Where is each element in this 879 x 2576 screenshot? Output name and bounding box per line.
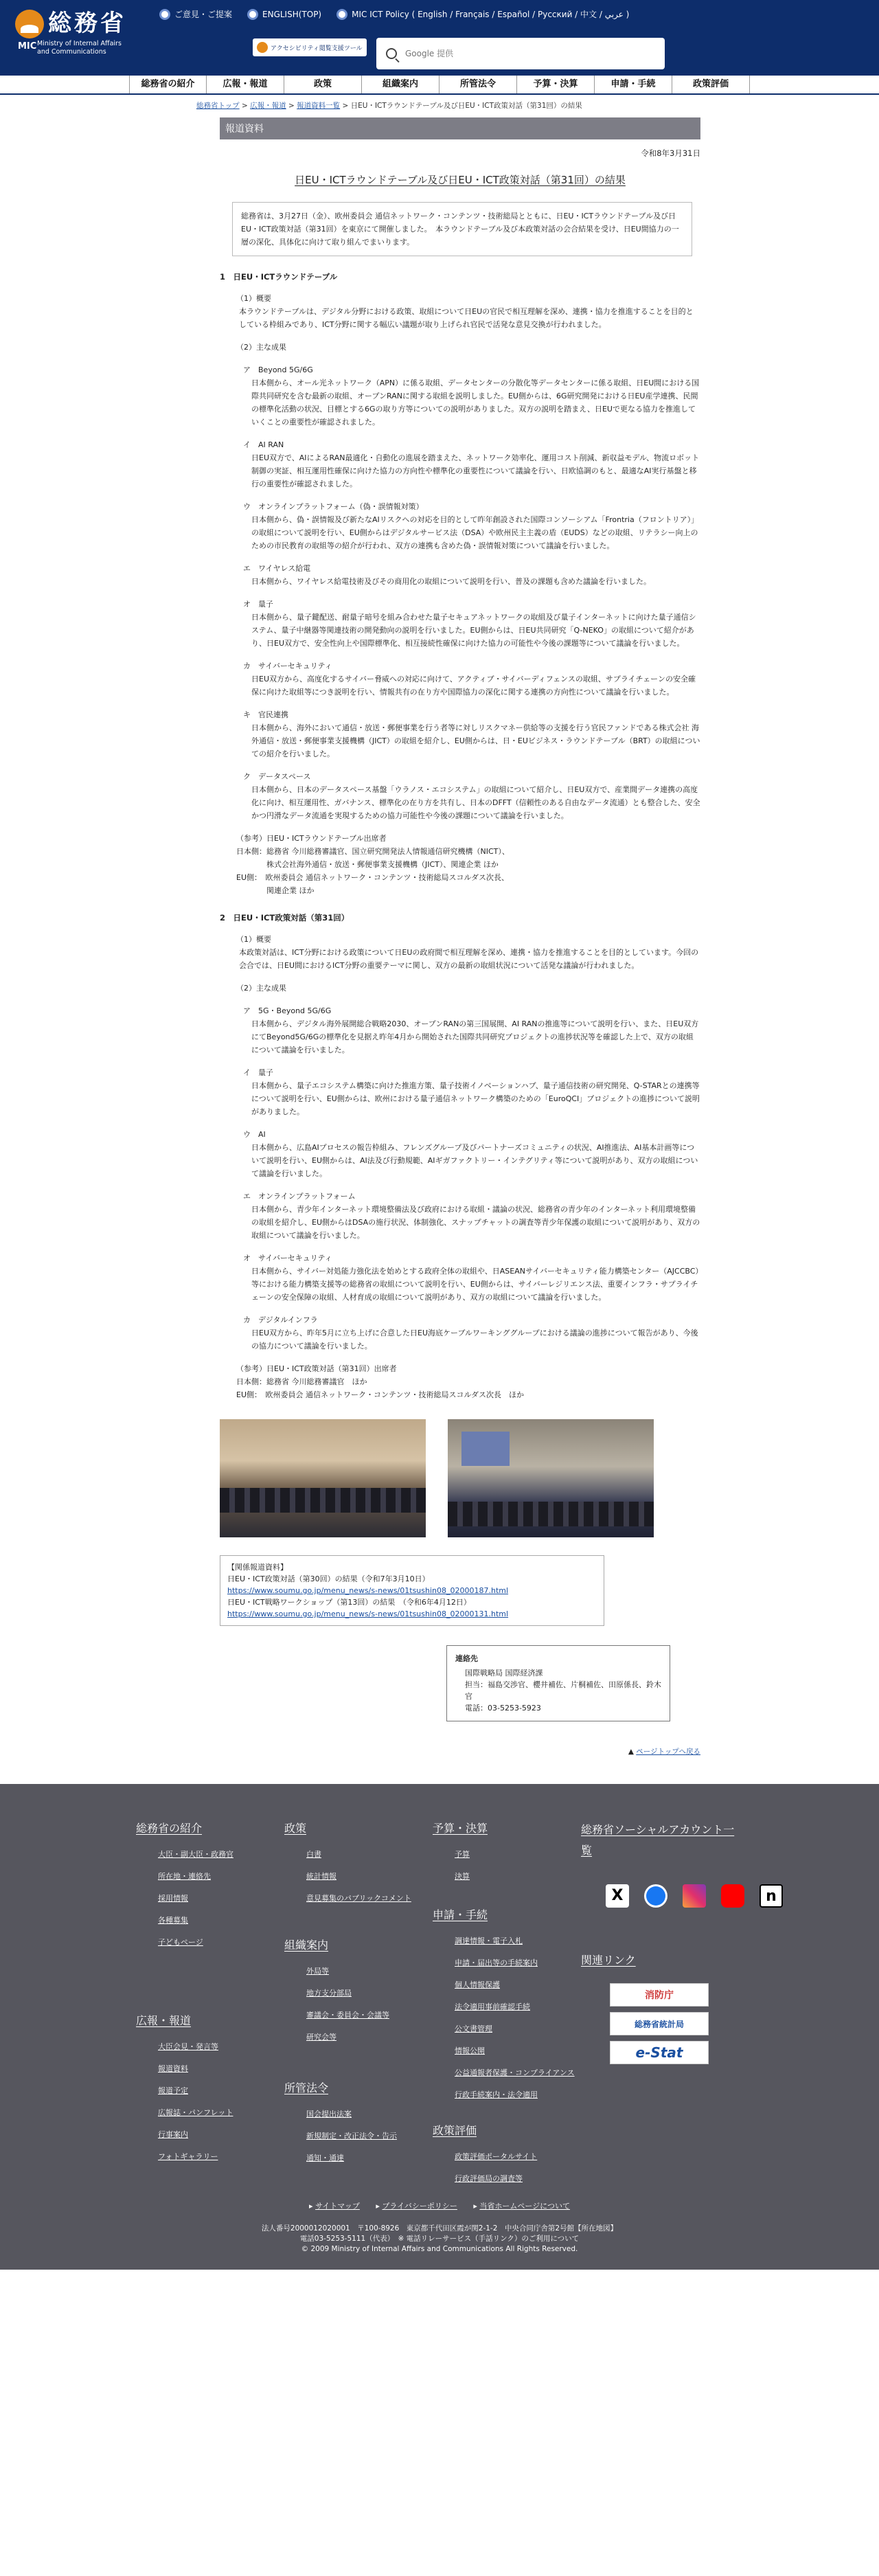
s1-result-item-text: 日本側から、ワイヤレス給電技術及びその商用化の取組について説明を行い、普及の課題も含めた議論を行いました。 [251, 577, 652, 586]
breadcrumb: 総務省トップ > 広報・報道 > 報道資料一覧 > 日EU・ICTラウンドテーブル及び日EU・ICT政策対話（第31回）の結果 [196, 102, 582, 110]
s2-result-item-label: ウ AI [243, 1130, 266, 1139]
footer-link[interactable]: 外局等 [306, 1967, 329, 1976]
footer-about-site[interactable]: 当省ホームページについて [479, 2202, 570, 2211]
breadcrumb-current: 日EU・ICTラウンドテーブル及び日EU・ICT政策対話（第31回）の結果 [350, 102, 582, 110]
nav-budget[interactable]: 予算・決算 [517, 76, 595, 93]
section2-heading: 2 日EU・ICT政策対話（第31回） [220, 913, 350, 923]
footer-link[interactable]: 調達情報・電子入札 [455, 1936, 523, 1945]
contact-box [446, 1645, 670, 1721]
breadcrumb-press-list[interactable]: 報道資料一覧 [297, 102, 341, 110]
footer-link[interactable]: 大臣会見・発言等 [158, 2042, 218, 2051]
footer-link[interactable]: 報道資料 [158, 2064, 188, 2073]
footer-about-links [136, 1844, 233, 1954]
nav-laws[interactable]: 所管法令 [440, 76, 517, 93]
contact-label: 連絡先 [455, 1654, 478, 1663]
s2-result-item-text: 日本側から、デジタル海外展開総合戦略2030、オープンRANの第三国展開、AI RANの推進等について説明を行い、また、日EU双方にてBeyond5G/6Gの標準化を見据え昨年4月から開始された国際共同研究プロジェクトの進捗状況等を確認した上で、双方の取組について議論を行いました。 [251, 1019, 699, 1054]
english-link[interactable]: ENGLISH(TOP) [247, 8, 321, 20]
footer-heading-organization[interactable]: 組織案内 [284, 1939, 329, 1952]
footer-link[interactable]: 政策評価ポータルサイト [455, 2152, 538, 2161]
arrow-up-icon: ▲ [628, 1748, 634, 1756]
footer-link[interactable]: 公文書管理 [455, 2024, 492, 2033]
page-top-link-wrap [220, 1746, 700, 1756]
s1-result-item-label: オ 量子 [243, 600, 273, 609]
accessibility-icon [257, 42, 268, 53]
footer-link[interactable]: 個人情報保護 [455, 1980, 500, 1989]
footer-link[interactable]: 行事案内 [158, 2130, 188, 2139]
s1-result-item-label: エ ワイヤレス給電 [243, 564, 311, 573]
footer-link[interactable]: 報道予定 [158, 2086, 188, 2095]
s1-result-item-label: ウ オンラインプラットフォーム（偽・誤情報対策） [243, 502, 424, 511]
facebook-icon[interactable] [644, 1884, 667, 1908]
footer-link[interactable]: 白書 [306, 1850, 321, 1859]
s2-result-item-label: ア 5G・Beyond 5G/6G [243, 1006, 332, 1015]
footer-link[interactable]: 採用情報 [158, 1894, 188, 1903]
footer-link[interactable]: 所在地・連絡先 [158, 1872, 211, 1881]
footer-link[interactable]: 地方支分部局 [306, 1989, 352, 1998]
footer-col-evaluation [433, 2122, 537, 2190]
footer-link[interactable]: 決算 [455, 1872, 470, 1881]
banner-fdma[interactable]: 消防庁 [610, 1983, 709, 2007]
photo-row-decor [220, 1488, 426, 1513]
photo-screen-decor [461, 1432, 510, 1466]
footer-organization-links [284, 1961, 389, 2048]
footer-col-about [136, 1820, 233, 1954]
nav-evaluation[interactable]: 政策評価 [672, 76, 750, 93]
footer-link[interactable]: 審議会・委員会・会議等 [306, 2011, 389, 2020]
footer-link[interactable]: 行政手続案内・法令適用 [455, 2090, 538, 2099]
related-item-1-link[interactable]: https://www.soumu.go.jp/menu_news/s-news/01tsushin08_02000187.html [227, 1586, 509, 1595]
footer-sitemap[interactable]: サイトマップ [315, 2202, 360, 2211]
footer-heading-related[interactable]: 関連リンク [581, 1954, 636, 1967]
bullet-icon [336, 9, 347, 20]
footer-evaluation-links [433, 2146, 537, 2190]
footer-related [581, 1952, 636, 1976]
footer-heading-press[interactable]: 広報・報道 [136, 2014, 192, 2027]
logo-abbr: MIC [18, 41, 37, 52]
bullet-icon [159, 9, 170, 20]
search-input[interactable] [405, 49, 639, 58]
footer-applications-links [433, 1930, 575, 2106]
footer-tel: 電話03-5253-5111（代表） ※ 電話リレーサービス（手話リンク）のご利用について [299, 2235, 580, 2243]
footer-link[interactable]: 行政評価局の調査等 [455, 2174, 523, 2183]
related-releases [220, 1555, 604, 1626]
related-title: 【関係報道資料】 [227, 1563, 288, 1572]
footer-col-laws [284, 2079, 397, 2169]
footer-link[interactable]: 予算 [455, 1850, 470, 1859]
footer-heading-policy[interactable]: 政策 [284, 1822, 307, 1835]
site-footer [0, 1784, 879, 2270]
search-icon[interactable] [386, 48, 397, 59]
s2-result-item-text: 日本側から、青少年インターネット環境整備法及び政府における取組・議論の状況、総務省の青少年のインターネット利用環境整備の取組を紹介し、EU側からはDSAの施行状況、体制強化、スナップチャットの調査等青少年保護の取組について説明があり、双方の取組について議論を行いました。 [251, 1205, 700, 1240]
s1-result-item-text: 日本側から、偽・誤情報及び新たなAIリスクへの対応を目的として昨年創設された国際コンソーシアム「Frontria（フロントリア）」の取組について説明を行い、EU側からはデジタルサービス法（DSA）や欧州民主主義の盾（EUDS）などの取組、リテラシー向上のための市民教育の取組等の紹介が行われ、双方の連携も含めた偽・誤情報対策について議論を行いました。 [251, 515, 699, 550]
s1-results-label: （2）主な成果 [236, 343, 286, 352]
youtube-icon[interactable] [721, 1884, 744, 1908]
footer-link[interactable]: 大臣・副大臣・政務官 [158, 1850, 233, 1859]
s2-result-item-text: 日本側から、サイバー対処能力強化法を始めとする政府全体の取組や、日ASEANサイバーセキュリティ能力構築センター（AJCCBC）等における能力構築支援等の総務省の取組について説明を行い、EU側からは、サイバーレジリエンス法、重要インフラ・サプライチェーンの安全保障の取組、人材育成の取組について説明があり、双方の取組について議論を行いました。 [251, 1267, 699, 1302]
s2-result-item-label: エ オンラインプラットフォーム [243, 1192, 356, 1201]
footer-link[interactable]: 研究会等 [306, 2033, 336, 2042]
instagram-icon[interactable] [683, 1884, 706, 1908]
footer-heading-laws[interactable]: 所管法令 [284, 2081, 329, 2094]
s1-overview-label: （1）概要 [236, 294, 271, 303]
s2-result-item-text: 日本側から、量子エコシステム構築に向けた推進方策、量子技術イノベーションハブ、量子通信技術の研究開発、Q-STARとの連携等について説明を行い、EU側からは、欧州における量子通信ネットワーク構築のための「EuroQCI」プロジェクトの進捗について説明がありました。 [251, 1081, 700, 1116]
footer-nav: ▸ サイトマップ ▸ プライバシーポリシー ▸ 当省ホームページについて [309, 2202, 570, 2211]
footer-link[interactable]: フォトギャラリー [158, 2152, 218, 2161]
breadcrumb-press[interactable]: 広報・報道 [250, 102, 286, 110]
bullet-icon [247, 9, 258, 20]
banner-estat[interactable]: e-Stat [610, 2041, 709, 2064]
main-content [220, 117, 700, 1756]
s1-participants: （参考）日EU・ICTラウンドテーブル出席者 日本側：総務省 今川総務審議官、国立研究開発法人情報通信研究機構（NICT）、 株式会社海外通信・放送・郵便事業支援機構（JICT）、関連企業 ほか EU側： 欧州委員会 通信ネットワーク・コンテンツ・技術総局スコルダス次長、 関連企業 ほか [236, 834, 510, 895]
site-search [376, 38, 665, 69]
footer-link[interactable]: 各種募集 [158, 1916, 188, 1925]
nav-policy[interactable]: 政策 [284, 76, 362, 93]
s1-result-item-label: キ 官民連携 [243, 710, 288, 719]
note-icon[interactable]: n [760, 1884, 783, 1908]
footer-col-budget [433, 1820, 488, 1888]
s1-overview-text: 本ラウンドテーブルは、デジタル分野における政策、取組について日EUの官民で相互理解を深め、連携・協力を推進することを目的としている枠組みであり、ICT分野に関する幅広い議題が取り上げられ官民で活発な意見交換が行われました。 [239, 307, 694, 329]
s1-result-item-label: イ AI RAN [243, 440, 284, 449]
meeting-photos [220, 1419, 700, 1537]
s1-result-item-text: 日EU双方で、AIによるRAN最適化・自動化の進展を踏まえた、ネットワーク効率化、運用コスト削減、新収益モデル、物流ロボット制御の実証、相互運用性確保に向けた協力の方向性や標準化の重要性について議論を行い、日欧協調のもと、最適なAI実行基盤と移行の重要性が確認されました。 [251, 453, 700, 488]
footer-copyright: © 2009 Ministry of Internal Affairs and Communications All Rights Reserved. [301, 2245, 578, 2253]
footer-social [581, 1820, 739, 1869]
footer-heading-applications[interactable]: 申請・手続 [433, 1908, 488, 1921]
nav-applications[interactable]: 申請・手続 [595, 76, 672, 93]
accessibility-button[interactable]: アクセシビリティ閲覧支援ツール [253, 38, 367, 56]
s2-result-item-text: 日EU双方から、昨年5月に立ち上げに合意した日EU海底ケーブルワーキンググループにおける議論の進捗について報告があり、今後の協力について議論を行いました。 [251, 1329, 698, 1351]
s2-result-item-text: 日本側から、広島AIプロセスの報告枠組み、フレンズグループ及びパートナーズコミュニティの状況、AI推進法、AI基本計画等について説明を行い、EU側からは、AI法及び行動規範、AIギガファクトリー・インテグリティ等について説明があり、双方の取組について議論を行いました。 [251, 1143, 698, 1178]
footer-col-policy [284, 1820, 411, 1910]
banner-stat-bureau[interactable]: 総務省統計局 [610, 2012, 709, 2035]
footer-heading-social[interactable]: 総務省ソーシャルアカウント一覧 [581, 1823, 735, 1857]
section1-heading: 1 日EU・ICTラウンドテーブル [220, 272, 338, 282]
footer-link[interactable]: 意見募集のパブリックコメント [306, 1894, 411, 1903]
footer-heading-evaluation[interactable]: 政策評価 [433, 2124, 477, 2137]
related-banners [610, 1983, 709, 2070]
social-icons [606, 1884, 783, 1908]
page-top-link[interactable]: ページトップへ戻る [636, 1748, 700, 1756]
s1-results-list [220, 363, 700, 822]
footer-link[interactable]: 国会提出法案 [306, 2110, 352, 2119]
footer-link[interactable]: 公益通報者保護・コンプライアンス [455, 2068, 575, 2077]
s2-overview-text: 本政策対話は、ICT分野における政策について日EUの政府間で相互理解を深め、連携・協力を推進することを目的としています。今回の会合では、日EU間におけるICT分野の重要テーマに関し、双方の最新の取組状況について活発な議論が行われました。 [239, 948, 699, 970]
photo-row-decor [448, 1502, 654, 1526]
s1-result-item-text: 日本側から、海外において通信・放送・郵便事業を行う者等に対しリスクマネー供給等の支援を行う官民ファンドである株式会社 海外通信・放送・郵便事業支援機構（JICT）の取組を紹介し、EU側からは、日・EUビジネス・ラウンドテーブル（BRT）の取組についての紹介を行いました。 [251, 723, 700, 758]
ict-policy-link[interactable]: MIC ICT Policy ( English / Français / Español / Русский / 中文 / عربي ) [336, 8, 629, 20]
site-logo[interactable] [15, 10, 126, 38]
s1-result-item-label: ク データスペース [243, 772, 311, 781]
footer-budget-links [433, 1844, 488, 1888]
s1-result-item-text: 日本側から、日本のデータスペース基盤「ウラノス・エコシステム」の取組について紹介し、日EU双方で、産業間データ連携の高度化に向け、相互運用性、ガバナンス、標準化の在り方を共有し、日本のDFFT（信頼性のある自由なデータ流通）とも整合した、安全かつ円滑なデータ流通を実現するための協力可能性や今後の課題について議論を行いました。 [251, 785, 700, 820]
logo-mark-icon [15, 10, 44, 38]
footer-privacy[interactable]: プライバシーポリシー [382, 2202, 457, 2211]
footer-link[interactable]: 情報公開 [455, 2046, 485, 2055]
s1-result-item-label: ア Beyond 5G/6G [243, 365, 313, 374]
footer-col-organization [284, 1936, 389, 2048]
footer-col-applications [433, 1906, 575, 2106]
s1-result-item-text: 日EU双方から、高度化するサイバー脅威への対応に向けて、アクティブ・サイバーディフェンスの取組、サプライチェーンの安全確保に向けた取組等につき説明を行い、情報共有の在り方や国際協力の深化に関する連携の方向性について議論を行いました。 [251, 675, 696, 697]
s2-result-item-label: イ 量子 [243, 1068, 273, 1077]
release-date: 令和8年3月31日 [641, 148, 700, 158]
footer-heading-about[interactable]: 総務省の紹介 [136, 1822, 203, 1835]
s1-result-item-text: 日本側から、量子鍵配送、耐量子暗号を組み合わせた量子セキュアネットワークの取組及び量子インターネットに向けた量子通信システム、量子中継器等関連技術の開発動向の説明を行いました。EU側からは、日EU共同研究「Q-NEKO」の取組について紹介があり、日EU双方で、安全性向上や国際標準化、相互接続性確保に向けた協力の可能性や今後の課題等について議論を行いました。 [251, 613, 696, 648]
lead-summary: 総務省は、3月27日（金）、欧州委員会 通信ネットワーク・コンテンツ・技術総局とともに、日EU・ICTラウンドテーブル及び日EU・ICT政策対話（第31回）を東京にて開催しました。 本ラウンドテーブル及び本政策対話の会合結果を受け、日EU間協力の一層の深化、具体化に向けて取り組んでまいります。 [232, 202, 692, 256]
nav-about[interactable]: 総務省の紹介 [129, 76, 207, 93]
opinion-link[interactable]: ご意見・ご提案 [159, 8, 232, 20]
footer-policy-links [284, 1844, 411, 1910]
s1-result-item-label: カ サイバーセキュリティ [243, 662, 332, 670]
footer-address: 法人番号2000012020001 〒100-8926 東京都千代田区霞が関2-1-2 中央合同庁舎第2号館【所在地図】 [261, 2224, 618, 2233]
related-item-1-text: 日EU・ICT政策対話（第30回）の結果（令和7年3月10日） [227, 1574, 430, 1583]
s2-overview-label: （1）概要 [236, 935, 271, 944]
related-item-2-text: 日EU・ICT戦略ワークショップ（第13回）の結果 （令和6年4月12日） [227, 1598, 471, 1607]
contact-details: 国際戦略局 国際経済課 担当：福島交渉官、櫻井補佐、片桐補佐、田原係長、鈴木官 電話：03-5253-5923 [465, 1669, 661, 1713]
footer-info [0, 2224, 879, 2255]
logo-kanji: 総務省 [48, 10, 126, 37]
s2-result-item-label: カ デジタルインフラ [243, 1315, 318, 1324]
footer-col-press [136, 2012, 233, 2168]
footer-heading-budget[interactable]: 予算・決算 [433, 1822, 488, 1835]
global-nav [0, 74, 879, 95]
footer-link[interactable]: 通知・通達 [306, 2154, 344, 2162]
meeting-photo-session [448, 1419, 654, 1537]
footer-press-links [136, 2036, 233, 2168]
site-header [0, 0, 879, 74]
related-item-2-link[interactable]: https://www.soumu.go.jp/menu_news/s-news/01tsushin08_02000131.html [227, 1609, 509, 1618]
footer-link[interactable]: 子どもページ [158, 1938, 203, 1947]
section-title: 報道資料 [220, 117, 700, 139]
s1-result-item-text: 日本側から、オール光ネットワーク（APN）に係る取組、データセンターの分散化等データセンターに係る取組、日EU間における国際共同研究を含む最新の取組、オープンRANに関する取組を説明しました。EU側からは、6G研究開発における日EU産学連携、民間の標準化活動の状況、目標とする6Gの取り方等についての説明がありました。双方の説明を踏まえ、日EUで更なる協力を推進していくことの重要性が確認されました。 [251, 379, 700, 427]
footer-link[interactable]: 申請・届出等の手続案内 [455, 1958, 538, 1967]
logo-english: Ministry of Internal Affairs and Communications [37, 40, 122, 56]
footer-link[interactable]: 広報誌・パンフレット [158, 2108, 233, 2117]
footer-link[interactable]: 法令適用事前確認手続 [455, 2002, 530, 2011]
meeting-photo-group [220, 1419, 426, 1537]
s2-result-item-label: オ サイバーセキュリティ [243, 1254, 332, 1263]
header-links [159, 8, 629, 20]
nav-organization[interactable]: 組織案内 [362, 76, 440, 93]
nav-press[interactable]: 広報・報道 [207, 76, 284, 93]
footer-link[interactable]: 新規制定・改正法令・告示 [306, 2132, 397, 2140]
x-icon[interactable]: X [606, 1884, 629, 1908]
s2-results-label: （2）主な成果 [236, 984, 286, 993]
footer-link[interactable]: 統計情報 [306, 1872, 336, 1881]
footer-laws-links [284, 2103, 397, 2169]
page-title: 日EU・ICTラウンドテーブル及び日EU・ICT政策対話（第31回）の結果 [295, 174, 626, 186]
s2-results-list [220, 1004, 700, 1353]
s2-participants: （参考）日EU・ICT政策対話（第31回）出席者 日本側：総務省 今川総務審議官 ほか EU側： 欧州委員会 通信ネットワーク・コンテンツ・技術総局スコルダス次長 ほか [236, 1364, 525, 1399]
breadcrumb-home[interactable]: 総務省トップ [196, 102, 240, 110]
